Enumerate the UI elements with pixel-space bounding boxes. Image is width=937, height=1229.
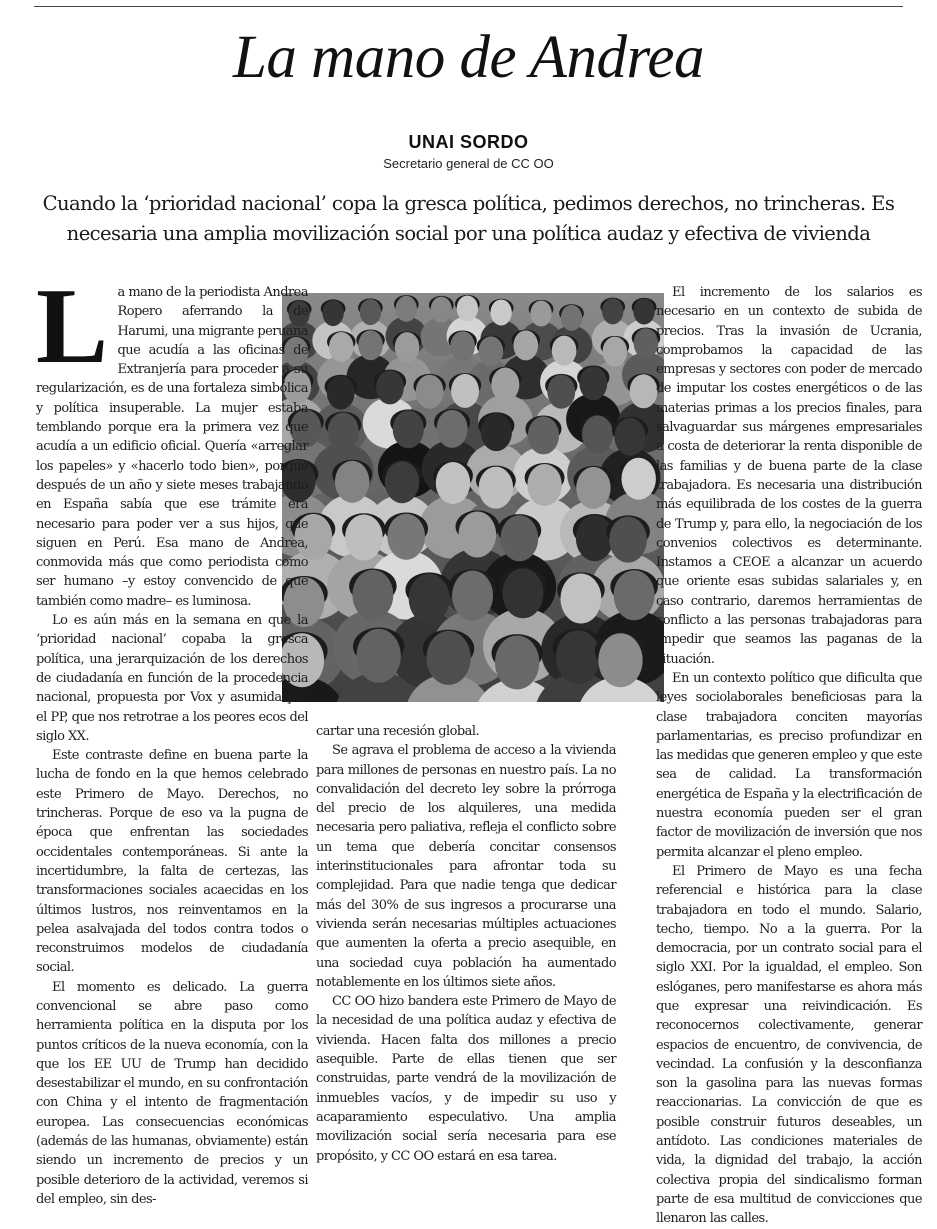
crowd-figure-head [322,300,343,326]
crowd-figure-head [345,514,383,560]
crowd-figure-head [426,631,470,685]
crowd-figure-head [385,461,419,503]
crowd-figure-head [490,299,511,325]
crowd-figure-head [633,299,654,325]
crowd-figure-head [576,467,610,509]
crowd-figure-head [437,410,468,448]
crowd-figure-head [528,416,559,454]
crowd-figure-head [329,332,354,362]
crowd-figure-head [335,461,369,503]
paragraph: En un contexto político que dificulta que leyes sociolaborales beneficiosas para la clase trabajadora conciten mayorías parlamentarias, es preciso profundizar en las medidas que generen empleo y que este sea de calidad. La transformación energética de España y la electrificación de nuestra economía pueden ser el gran factor de movilización de inversión que nos permita alcanzar el pleno empleo. [656,670,922,860]
crowd-figure-head [582,415,613,453]
crowd-figure-head [491,368,519,402]
crowd-figure-head [479,467,513,509]
crowd-figure-head [358,330,383,360]
crowd-figure-head [357,629,401,683]
crowd-figure-head [501,515,539,561]
crowd-figure-head [603,337,628,367]
crowd-figure-head [450,331,475,361]
crowd-figure-head [393,410,424,448]
crowd-figure-head [481,413,512,451]
crowd-figure-head [579,366,607,400]
crowd-figure-head [630,374,658,408]
crowd-figure-head [327,376,355,410]
crowd-figure-head [436,462,470,504]
paragraph: El incremento de los salarios es necesario en un contexto de subida de precios. Tras la invasión de Ucrania, comprobamos la capacidad de las empresas y sectores con poder de mercado de imputar los costes energéticos o de las materias primas a los precios finales, para salvaguardar sus márgenes empresariales a costa de deteriorar la renta disponible de las familias y de buena parte de la clase trabajadora. Es necesaria una distribución más equilibrada de los costes de la guerra de Trump y, para ello, la negociación de los convenios colectivos es determinante. Instamos a CEOE a alcanzar un acuerdo que oriente esas subidas salariales y, en caso contrario, daremos herramientas de conflicto a las personas trabajadoras para impedir que seamos las paganas de la situación. [656,285,922,667]
paragraph: Se agrava el problema de acceso a la vivienda para millones de personas en nuestro país. La no convalidación del decreto ley sobre la prórroga del precio de los alquileres, una medida necesaria pero paliativa, refleja el conflicto sobre un tema que debería concitar consensos interinstitucionales para afrontar toda su complejidad. Para que nadie tenga que dedicar más del 30% de sus ingresos a procurarse una vivienda serán necesarias múltiples actuaciones que aumenten la oferta a precio asequible, en una sociedad cuya población ha aumentado notablemente en los últimos siete años. [316,743,616,990]
crowd-figure-head [360,299,381,325]
column-1 [36,267,308,1209]
crowd-figure-head [547,375,575,409]
crowd-figure-head [560,574,601,624]
paragraph: cartar una recesión global. [316,724,480,739]
crowd-figure-head [530,301,551,327]
column-3 [656,283,922,1229]
author-name: UNAI SORDO [408,132,529,152]
subtitle-line-1: Cuando la ‘prioridad nacional’ copa la gresca política, pedimos derechos, no trincheras. Es [42,192,895,215]
crowd-figure-head [502,568,543,618]
paragraph: Lo es aún más en la semana en que la ‘prioridad nacional’ copaba la gresca política, una jerarquización de los derechos de ciudadanía en función de la procedencia nacional, propuesta por Vox y asumida por el PP, que nos retrotrae a los peores ecos del siglo XX. [36,613,308,744]
crowd-figure-head [431,297,452,323]
column-2 [316,722,616,1166]
crowd-figure-head [396,296,417,322]
author-role: Secretario general de CC OO [383,156,554,171]
crowd-figure-head [598,633,642,687]
headline: La mano de Andrea [232,24,704,91]
crowd-figure-head [576,515,614,561]
crowd-figure-head [479,336,504,366]
crowd-figure-head [451,374,479,408]
top-rule [34,6,903,7]
crowd-figure-head [609,517,647,563]
crowd-figure-head [527,464,561,506]
crowd-figure-head [416,375,444,409]
crowd-figure-head [552,336,577,366]
crowd-figure-head [328,413,359,451]
crowd-figure-head [634,328,659,358]
crowd-figure-head [614,570,655,620]
crowd-figure-head [621,458,655,500]
crowd-figure-head [458,512,496,558]
paragraph: Este contraste define en buena parte la lucha de fondo en la que hemos celebrado este Primero de Mayo. Derechos, no trincheras. Porque de eso va la pugna de época que enfrentan las sociedades occidentales contemporáneas. Si ante la incertidumbre, la falta de certezas, las transformaciones sociales acaecidas en los últimos lustros, nos reinventamos en la pelea asalvajada del todos contra todos o reconstruimos modelos de ciudadanía social. [36,748,308,976]
paragraph: CC OO hizo bandera este Primero de Mayo de la necesidad de una política audaz y efectiva de vivienda. Hacen falta dos millones a precio asequible. Parte de ellas tienen que ser construidas, parte vendrá de la movilización de inmuebles vacíos, y de impedir su uso y acaparamiento especulativo. Una amplia movilización social sería necesaria para ese propósito, y CC OO estará en esa tarea. [316,994,616,1164]
paragraph: El Primero de Mayo es una fecha referencial e histórica para la clase trabajadora en todo el mundo. Salario, techo, tiempo. No a la guerra. Por la democracia, por un contrato social para el siglo XXI. Por la igualdad, el empleo. Son eslóganes, pero manifestarse es ahora más que expresar una reivindicación. Es reconocernos colectivamente, generar espacios de encuentro, de convivencia, de vecindad. La confusión y la desconfianza son la gasolina para las nuevas formas reaccionarias. La convicción de que es posible construir futuros deseables, un antídoto. Las condiciones materiales de vida, la dignidad del trabajo, la acción colectiva propia del sindicalismo forman parte de esa multitud de convicciones que llenaron las calles. [656,863,922,1227]
crowd-figure-head [387,514,425,560]
crowd-figure-head [409,574,450,624]
drop-cap: L [36,267,108,386]
crowd-figure-head [452,571,493,621]
crowd-figure-head [457,296,478,322]
crowd-photo-illustration [282,293,664,702]
crowd-figure-head [395,332,420,362]
crowd-figure-head [614,418,645,456]
crowd-figure-head [561,305,582,331]
crowd-figure-head [513,330,538,360]
paragraph: El momento es delicado. La guerra convencional se abre paso como herramienta política en la disputa por los puntos críticos de la nueva economía, con la que los EE UU de Trump han decidido desestabilizar el mundo, en su confrontación con China y el intento de fragmentación europea. Las consecuencias económicas (además de las humanas, obviamente) están siendo un incremento de precios y un posible deterioro de la actividad, veremos si del empleo, sin des- [36,979,308,1207]
crowd-figure-head [376,370,404,404]
crowd-figure-head [495,635,539,689]
crowd-figure-head [352,570,393,620]
crowd-photo [282,293,664,702]
paragraph: a mano de la periodista Andrea Ropero aferrando la de Harumi, una migrante peruana que acudía a las oficinas de Extranjería para proceder a su regularización, es de una fortaleza simbólica y política insuperable. La mujer estaba temblando porque era la primera vez que acudía a un edificio oficial. Quería «arreglar los papeles» y «hacerlo todo bien», porque después de un año y siete meses trabajando en España sabía que ese trámite era necesario para poder ver a sus hijos, que siguen en Perú. Esa mano de Andrea, conmovida más que como periodista como ser humano –y estoy convencido de que también como madre– es luminosa. [36,285,308,609]
crowd-figure-head [602,298,623,324]
crowd-figure-head [556,630,600,684]
subtitle-line-2: necesaria una amplia movilización social por una política audaz y efectiva de vivienda [66,222,871,245]
subtitle [30,189,907,249]
